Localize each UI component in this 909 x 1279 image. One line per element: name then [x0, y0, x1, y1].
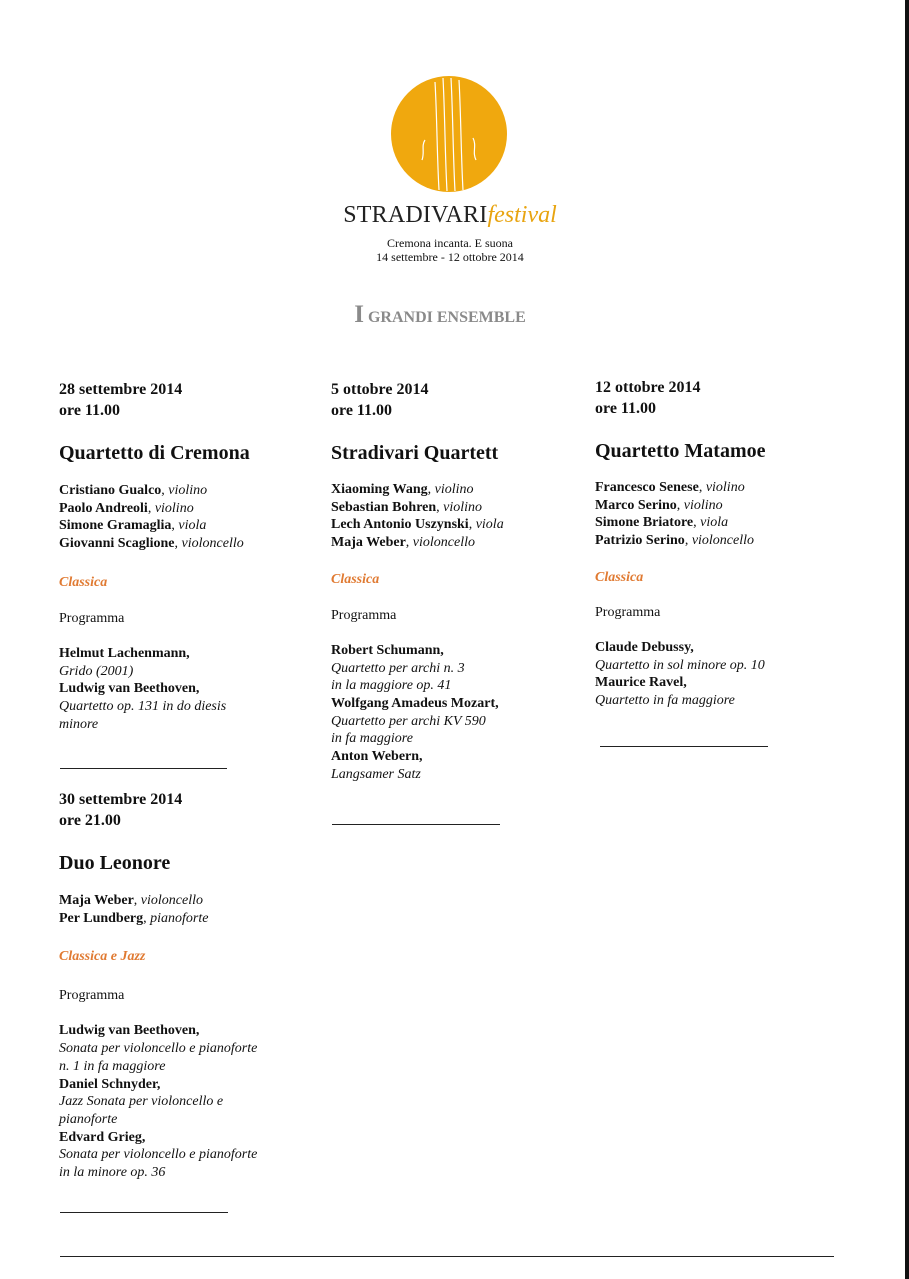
performer: Patrizio Serino, violoncello: [595, 533, 755, 549]
work: in fa maggiore: [331, 731, 413, 747]
event-genre: Classica: [595, 569, 644, 585]
brand-main: STRADIVARI: [343, 202, 488, 228]
divider: [60, 768, 227, 769]
event-duo-leonore: [59, 789, 289, 1182]
event-name: Stradivari Quartett: [331, 442, 499, 464]
composer: Claude Debussy,: [595, 639, 694, 655]
program-list: [595, 639, 825, 710]
work: Quartetto op. 131 in do diesis: [59, 698, 227, 714]
program-list: [331, 642, 561, 784]
performer-list: [331, 481, 561, 552]
brand-accent: festival: [487, 202, 557, 228]
composer: Ludwig van Beethoven,: [59, 1023, 200, 1039]
composer: Robert Schumann,: [331, 642, 444, 658]
work: in la maggiore op. 41: [331, 678, 452, 694]
work: Langsamer Satz: [331, 766, 421, 782]
program-label: Programma: [595, 604, 661, 620]
work: Jazz Sonata per violoncello e: [59, 1094, 224, 1110]
work: Quartetto in fa maggiore: [595, 692, 735, 708]
festival-dates: 14 settembre - 12 ottobre 2014: [376, 250, 524, 264]
event-time: ore 21.00: [59, 812, 121, 829]
event-date: 30 settembre 2014: [59, 791, 183, 808]
performer: Maja Weber, violoncello: [331, 535, 475, 551]
composer: Wolfgang Amadeus Mozart,: [331, 695, 499, 711]
work: pianoforte: [59, 1111, 118, 1127]
divider: [600, 746, 768, 747]
event-date: 28 settembre 2014: [59, 381, 183, 398]
page-edge: [905, 0, 909, 1279]
performer: Giovanni Scaglione, violoncello: [59, 536, 244, 552]
work: Sonata per violoncello e pianoforte: [59, 1041, 258, 1057]
event-stradivari-quartett: [331, 379, 561, 783]
composer: Anton Webern,: [331, 749, 423, 765]
performer: Lech Antonio Uszynski, viola: [331, 517, 504, 533]
performer: Marco Serino, violino: [595, 497, 723, 513]
work: Quartetto per archi n. 3: [331, 660, 465, 676]
event-name: Quartetto di Cremona: [59, 442, 250, 464]
performer: Simone Gramaglia, viola: [59, 518, 207, 534]
event-genre: Classica: [331, 571, 380, 587]
performer: Simone Briatore, viola: [595, 515, 729, 531]
work: Quartetto in sol minore op. 10: [595, 657, 765, 673]
event-name: Quartetto Matamoe: [595, 440, 766, 462]
program-list: [59, 645, 289, 734]
event-time: ore 11.00: [59, 402, 121, 419]
composer: Daniel Schnyder,: [59, 1076, 161, 1092]
work: Quartetto per archi KV 590: [331, 713, 486, 729]
performer-list: [59, 892, 289, 927]
performer: Cristiano Gualco, violino: [59, 483, 208, 498]
festival-tagline: Cremona incanta. E suona: [387, 236, 513, 250]
performer: Paolo Andreoli, violino: [59, 500, 194, 516]
event-genre: Classica: [59, 574, 108, 590]
event-quartetto-matamoe: [595, 377, 825, 710]
program-list: [59, 1022, 289, 1181]
section-title: [290, 300, 590, 333]
composer: Helmut Lachenmann,: [59, 645, 190, 661]
work: minore: [59, 716, 99, 732]
performer: Per Lundberg, pianoforte: [59, 910, 209, 926]
violin-logo-icon: [391, 76, 507, 192]
event-genre: Classica e Jazz: [59, 949, 146, 965]
performer: Francesco Senese, violino: [595, 480, 745, 495]
performer-list: [595, 479, 825, 550]
composer: Edvard Grieg,: [59, 1129, 146, 1145]
event-time: ore 11.00: [331, 402, 393, 419]
divider: [332, 824, 500, 825]
event-time: ore 11.00: [595, 400, 657, 417]
footer-rule: [60, 1256, 834, 1257]
festival-brand: [300, 200, 600, 230]
program-label: Programma: [59, 610, 125, 626]
work: Grido (2001): [59, 663, 134, 679]
work: n. 1 in fa maggiore: [59, 1058, 166, 1074]
program-label: Programma: [331, 607, 397, 623]
work: Sonata per violoncello e pianoforte: [59, 1147, 258, 1163]
section-title-rest: GRANDI ENSEMBLE: [367, 309, 526, 326]
composer: Ludwig van Beethoven,: [59, 681, 200, 697]
performer: Maja Weber, violoncello: [59, 893, 203, 908]
section-title-initial: I: [354, 301, 364, 328]
performer: Sebastian Bohren, violino: [331, 499, 483, 515]
event-name: Duo Leonore: [59, 852, 171, 874]
performer-list: [59, 482, 289, 553]
performer: Xiaoming Wang, violino: [331, 482, 474, 497]
work: in la minore op. 36: [59, 1165, 166, 1181]
program-label: Programma: [59, 988, 125, 1004]
divider: [60, 1212, 228, 1213]
composer: Maurice Ravel,: [595, 675, 687, 691]
event-date: 5 ottobre 2014: [331, 381, 429, 398]
event-date: 12 ottobre 2014: [595, 379, 701, 396]
event-quartetto-cremona: [59, 379, 289, 733]
